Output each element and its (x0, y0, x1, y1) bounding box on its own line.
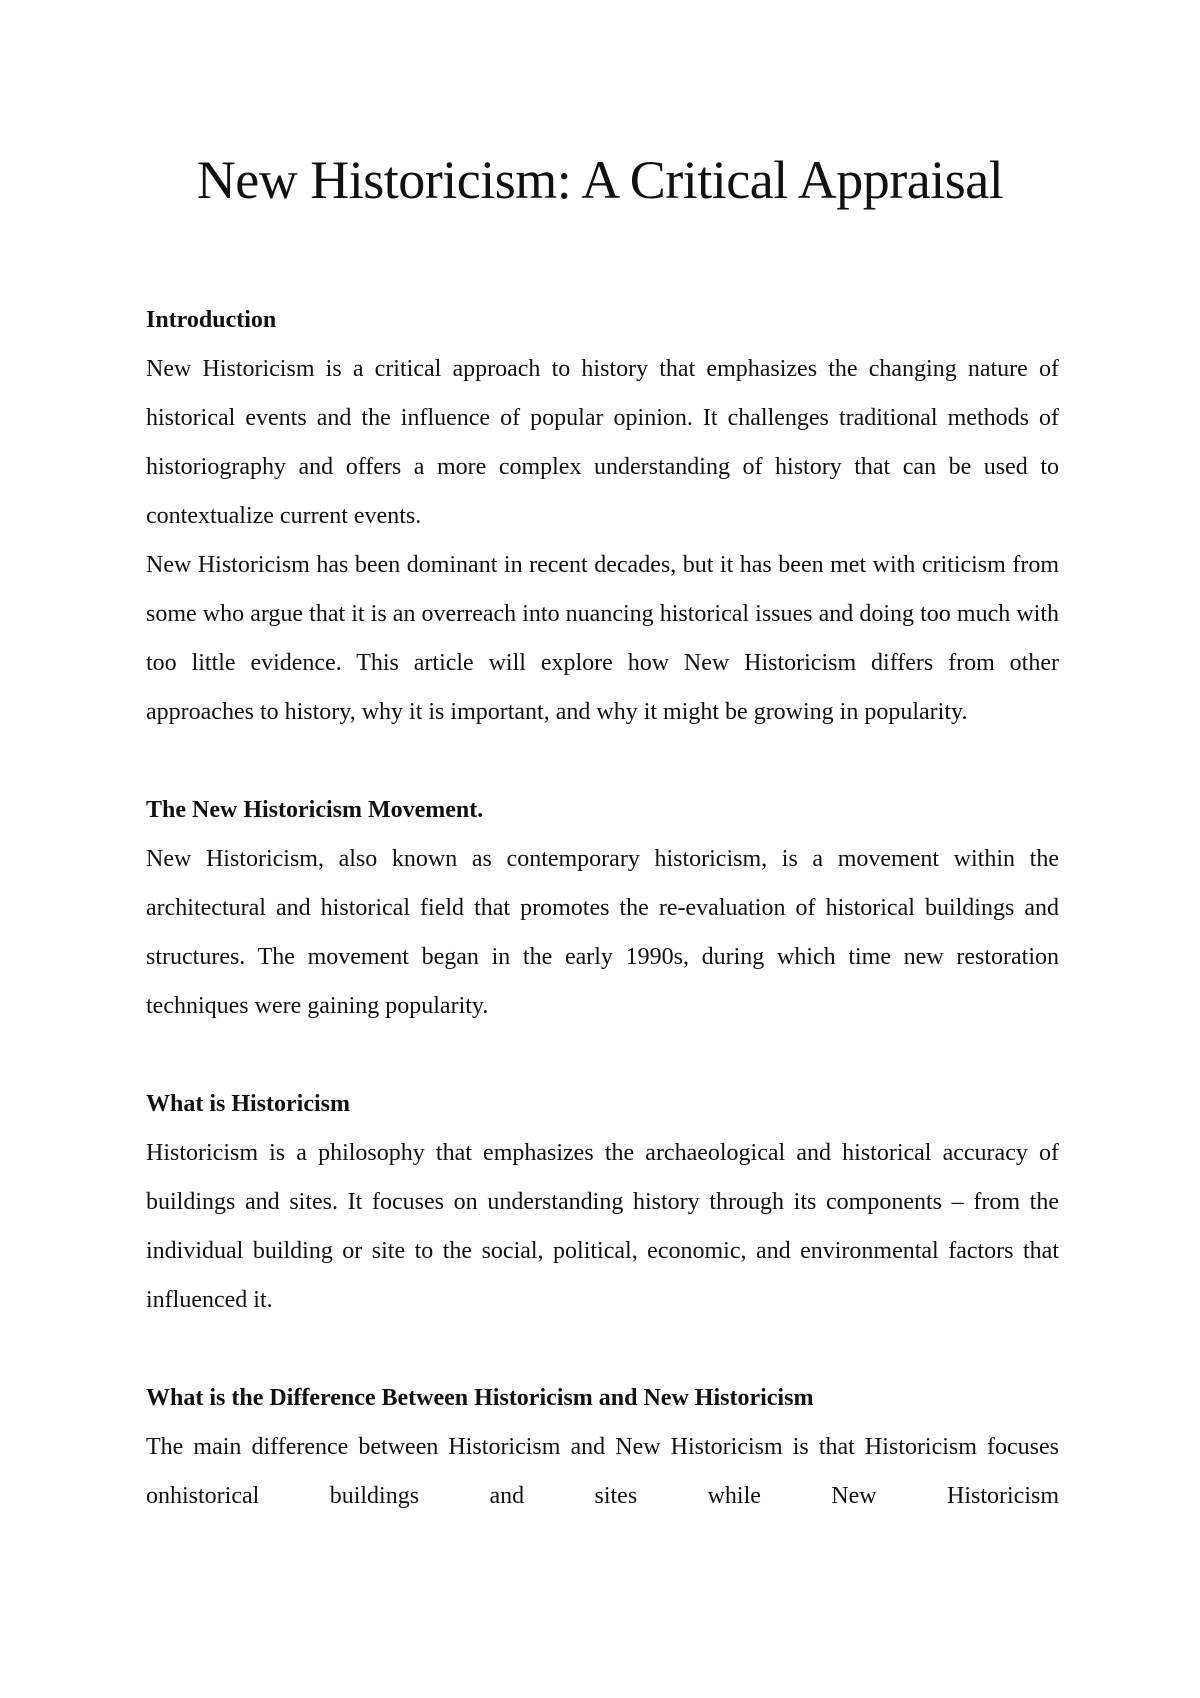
document-title: New Historicism: A Critical Appraisal (196, 150, 1004, 210)
document-body (146, 296, 1059, 1521)
section-movement (146, 786, 1059, 1031)
section-difference (146, 1374, 1059, 1521)
section-spacer (146, 1325, 1059, 1374)
section-heading: The New Historicism Movement. (146, 797, 484, 823)
section-spacer (146, 1031, 1059, 1080)
section-heading: Introduction (146, 307, 277, 333)
paragraph: New Historicism is a critical approach to history that emphasizes the changing nature of historical events and the influence of popular opinion. It challenges traditional methods of historiography and offers a more complex understanding of history that can be used to contextualize current events. (146, 356, 1059, 529)
section-introduction (146, 296, 1059, 737)
section-spacer (146, 737, 1059, 786)
paragraph: New Historicism, also known as contemporary historicism, is a movement within the architectural and historical field that promotes the re-evaluation of historical buildings and structures. The movement began in the early 1990s, during which time new restoration techniques were gaining popularity. (146, 846, 1059, 1019)
paragraph: Historicism is a philosophy that emphasizes the archaeological and historical accuracy of buildings and sites. It focuses on understanding history through its components – from the individual building or site to the social, political, economic, and environmental factors that influenced it. (146, 1140, 1059, 1313)
paragraph: New Historicism has been dominant in recent decades, but it has been met with criticism from some who argue that it is an overreach into nuancing historical issues and doing too much with too little evidence. This article will explore how New Historicism differs from other approaches to history, why it is important, and why it might be growing in popularity. (146, 552, 1059, 725)
section-heading: What is Historicism (146, 1091, 350, 1117)
paragraph: The main difference between Historicism and New Historicism is that Historicism focuses onhistorical buildings and sites while New Historicism (146, 1434, 1059, 1509)
section-heading: What is the Difference Between Historicism and New Historicism (146, 1385, 814, 1411)
section-what-is-historicism (146, 1080, 1059, 1325)
